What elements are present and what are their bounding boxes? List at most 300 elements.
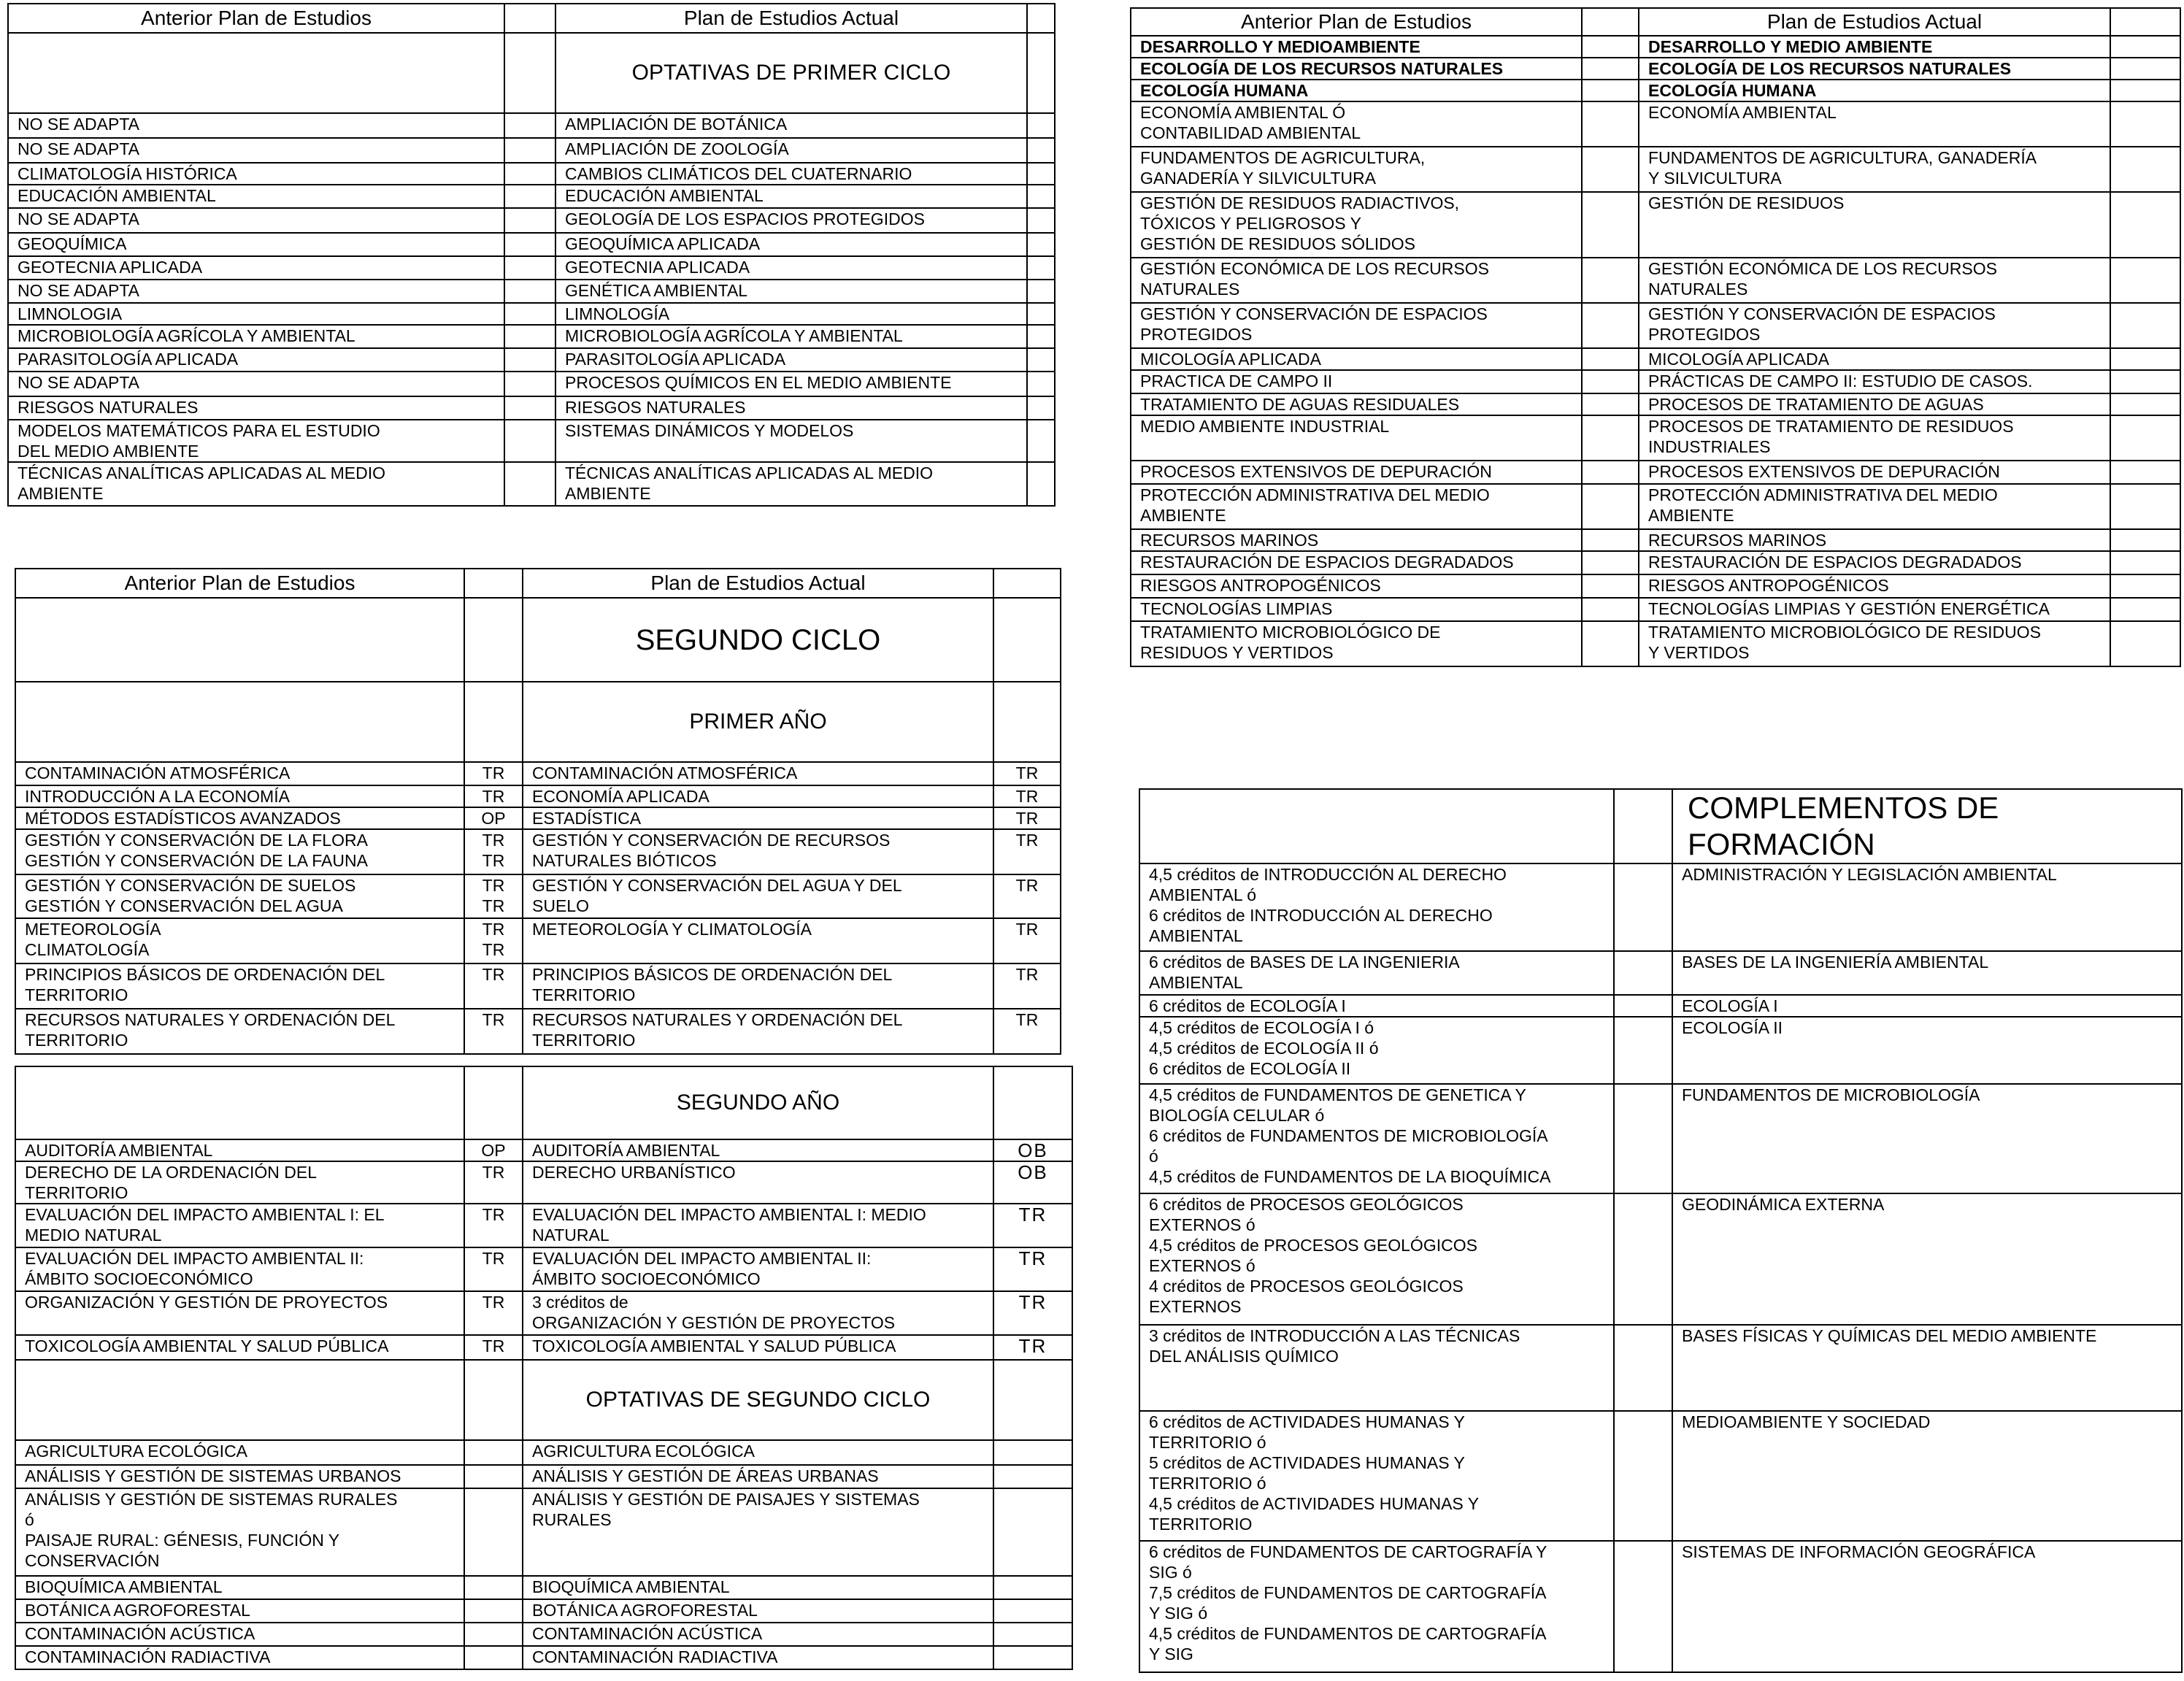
current-subject: GEOQUÍMICA APLICADA — [555, 233, 1027, 256]
empty-cell — [1614, 1541, 1672, 1672]
previous-subject: GESTIÓN Y CONSERVACIÓN DE SUELOS GESTIÓN Y CONSERVACIÓN DEL AGUA — [15, 874, 464, 918]
previous-type-code — [1582, 303, 1639, 348]
current-subject: CONTAMINACIÓN RADIACTIVA — [523, 1646, 993, 1669]
current-subject: BOTÁNICA AGROFORESTAL — [523, 1599, 993, 1623]
empty-cell — [464, 1360, 523, 1440]
current-type-code — [1027, 233, 1055, 256]
previous-subject: MICOLOGÍA APLICADA — [1131, 348, 1582, 370]
table-row — [8, 303, 1055, 325]
current-type-code — [993, 1599, 1072, 1623]
previous-subject: ORGANIZACIÓN Y GESTIÓN DE PROYECTOS — [15, 1291, 464, 1335]
table-row — [1139, 995, 2182, 1017]
current-type-code: TR — [993, 1247, 1072, 1291]
previous-type-code: TR — [464, 1161, 523, 1204]
previous-subject: PARASITOLOGÍA APLICADA — [8, 348, 504, 372]
current-subject: ECOLOGÍA II — [1672, 1017, 2182, 1084]
current-type-code — [1027, 138, 1055, 163]
previous-type-code — [504, 138, 555, 163]
current-type-code: TR — [993, 963, 1061, 1009]
current-type-code — [1027, 420, 1055, 462]
empty-cell — [1614, 1411, 1672, 1541]
previous-subject: ECOLOGÍA DE LOS RECURSOS NATURALES — [1131, 58, 1582, 80]
current-type-code — [1027, 163, 1055, 185]
current-type-code — [993, 1576, 1072, 1599]
table-row — [15, 1291, 1072, 1335]
table-row — [15, 1576, 1072, 1599]
current-subject: PROCESOS DE TRATAMIENTO DE AGUAS — [1639, 393, 2110, 415]
previous-subject: ECONOMÍA AMBIENTAL Ó CONTABILIDAD AMBIENTAL — [1131, 101, 1582, 147]
previous-type-code — [504, 208, 555, 233]
table-row — [1131, 484, 2180, 529]
table-row — [1131, 370, 2180, 393]
previous-subject: EVALUACIÓN DEL IMPACTO AMBIENTAL II: ÁMBITO SOCIOECONÓMICO — [15, 1247, 464, 1291]
empty-cell — [993, 1360, 1072, 1440]
current-subject: 3 créditos de ORGANIZACIÓN Y GESTIÓN DE PROYECTOS — [523, 1291, 993, 1335]
previous-type-code: TR — [464, 762, 523, 785]
header-actual: Plan de Estudios Actual — [523, 569, 993, 598]
previous-subject: AGRICULTURA ECOLÓGICA — [15, 1440, 464, 1465]
current-subject: ECONOMÍA AMBIENTAL — [1639, 101, 2110, 147]
current-subject: MICROBIOLOGÍA AGRÍCOLA Y AMBIENTAL — [555, 325, 1027, 348]
previous-type-code — [1582, 461, 1639, 484]
previous-subject: PRACTICA DE CAMPO II — [1131, 370, 1582, 393]
section-row — [8, 33, 1055, 113]
previous-type-code — [504, 280, 555, 303]
current-type-code: OB — [993, 1139, 1072, 1161]
previous-subject: ECOLOGÍA HUMANA — [1131, 80, 1582, 101]
previous-subject: 6 créditos de BASES DE LA INGENIERIA AMBIENTAL — [1139, 951, 1614, 995]
table-row — [1139, 1411, 2182, 1541]
previous-type-code: TR — [464, 1335, 523, 1360]
current-type-code — [993, 1440, 1072, 1465]
previous-type-code — [464, 1623, 523, 1646]
current-subject: BASES DE LA INGENIERÍA AMBIENTAL — [1672, 951, 2182, 995]
previous-type-code — [1582, 101, 1639, 147]
current-subject: MICOLOGÍA APLICADA — [1639, 348, 2110, 370]
table-row — [1131, 574, 2180, 598]
current-type-code — [1027, 256, 1055, 280]
empty-cell — [1614, 863, 1672, 951]
previous-subject: NO SE ADAPTA — [8, 280, 504, 303]
table-row — [1139, 1325, 2182, 1411]
current-subject: RIESGOS NATURALES — [555, 396, 1027, 420]
previous-subject: GEOTECNIA APLICADA — [8, 256, 504, 280]
current-type-code — [1027, 325, 1055, 348]
current-subject: TRATAMIENTO MICROBIOLÓGICO DE RESIDUOS Y VERTIDOS — [1639, 621, 2110, 666]
previous-type-code — [1582, 574, 1639, 598]
table-row — [15, 1204, 1072, 1247]
table-row — [1131, 101, 2180, 147]
current-type-code — [993, 1488, 1072, 1576]
previous-subject: METEOROLOGÍA CLIMATOLOGÍA — [15, 918, 464, 963]
previous-subject: 4,5 créditos de ECOLOGÍA I ó 4,5 créditos de ECOLOGÍA II ó 6 créditos de ECOLOGÍA II — [1139, 1017, 1614, 1084]
current-subject: ECOLOGÍA HUMANA — [1639, 80, 2110, 101]
previous-subject: MICROBIOLOGÍA AGRÍCOLA Y AMBIENTAL — [8, 325, 504, 348]
previous-subject: PROCESOS EXTENSIVOS DE DEPURACIÓN — [1131, 461, 1582, 484]
previous-subject: 6 créditos de ECOLOGÍA I — [1139, 995, 1614, 1017]
current-subject: PROCESOS QUÍMICOS EN EL MEDIO AMBIENTE — [555, 372, 1027, 396]
optativas-title: OPTATIVAS DE SEGUNDO CICLO — [523, 1360, 993, 1440]
table-row — [15, 1335, 1072, 1360]
current-type-code — [2110, 303, 2180, 348]
current-type-code — [1027, 372, 1055, 396]
current-subject: FUNDAMENTOS DE AGRICULTURA, GANADERÍA Y SILVICULTURA — [1639, 147, 2110, 192]
current-subject: GESTIÓN Y CONSERVACIÓN DE ESPACIOS PROTEGIDOS — [1639, 303, 2110, 348]
year-row — [15, 682, 1061, 762]
previous-type-code — [504, 185, 555, 208]
table-row — [1131, 147, 2180, 192]
previous-subject: RESTAURACIÓN DE ESPACIOS DEGRADADOS — [1131, 551, 1582, 574]
current-type-code — [2110, 58, 2180, 80]
previous-subject: AUDITORÍA AMBIENTAL — [15, 1139, 464, 1161]
current-subject: RESTAURACIÓN DE ESPACIOS DEGRADADOS — [1639, 551, 2110, 574]
current-type-code — [1027, 348, 1055, 372]
previous-type-code — [504, 233, 555, 256]
current-subject: SISTEMAS DINÁMICOS Y MODELOS — [555, 420, 1027, 462]
previous-type-code: OP — [464, 807, 523, 829]
current-subject: METEOROLOGÍA Y CLIMATOLOGÍA — [523, 918, 993, 963]
previous-type-code — [1582, 415, 1639, 461]
table-row — [8, 138, 1055, 163]
current-subject: ECONOMÍA APLICADA — [523, 785, 993, 807]
previous-subject: RIESGOS NATURALES — [8, 396, 504, 420]
table-row — [8, 185, 1055, 208]
previous-subject: CONTAMINACIÓN ACÚSTICA — [15, 1623, 464, 1646]
current-subject: PRÁCTICAS DE CAMPO II: ESTUDIO DE CASOS. — [1639, 370, 2110, 393]
current-subject: TÉCNICAS ANALÍTICAS APLICADAS AL MEDIO AMBIENTE — [555, 462, 1027, 506]
previous-subject: NO SE ADAPTA — [8, 372, 504, 396]
current-subject: ADMINISTRACIÓN Y LEGISLACIÓN AMBIENTAL — [1672, 863, 2182, 951]
header-actual: Plan de Estudios Actual — [1639, 8, 2110, 36]
previous-subject: DESARROLLO Y MEDIOAMBIENTE — [1131, 36, 1582, 58]
previous-type-code — [1582, 393, 1639, 415]
previous-subject: NO SE ADAPTA — [8, 138, 504, 163]
previous-subject: GESTIÓN Y CONSERVACIÓN DE ESPACIOS PROTEGIDOS — [1131, 303, 1582, 348]
previous-type-code — [1582, 258, 1639, 303]
current-type-code: TR — [993, 1335, 1072, 1360]
previous-type-code — [504, 462, 555, 506]
empty-cell — [1614, 1193, 1672, 1325]
current-subject: GESTIÓN Y CONSERVACIÓN DE RECURSOS NATURALES BIÓTICOS — [523, 829, 993, 874]
current-type-code — [2110, 393, 2180, 415]
table-row — [8, 208, 1055, 233]
previous-subject: RECURSOS MARINOS — [1131, 529, 1582, 551]
table-row — [15, 1646, 1072, 1669]
table-row — [15, 1247, 1072, 1291]
table-row — [15, 1599, 1072, 1623]
table-row — [8, 462, 1055, 506]
current-type-code — [1027, 208, 1055, 233]
previous-subject: GESTIÓN DE RESIDUOS RADIACTIVOS, TÓXICOS Y PELIGROSOS Y GESTIÓN DE RESIDUOS SÓLIDOS — [1131, 192, 1582, 258]
previous-subject: 6 créditos de ACTIVIDADES HUMANAS Y TERRITORIO ó 5 créditos de ACTIVIDADES HUMANAS Y TERRITORIO ó 4,5 créditos de ACTIVIDADES HUMANAS Y TERRITORIO — [1139, 1411, 1614, 1541]
previous-subject: DERECHO DE LA ORDENACIÓN DEL TERRITORIO — [15, 1161, 464, 1204]
table-row — [1131, 598, 2180, 621]
previous-subject: 4,5 créditos de FUNDAMENTOS DE GENETICA Y BIOLOGÍA CELULAR ó 6 créditos de FUNDAMENTOS DE MICROBIOLOGÍA ó 4,5 créditos de FUNDAMENTOS DE LA BIOQUÍMICA — [1139, 1084, 1614, 1193]
previous-type-code — [504, 113, 555, 138]
current-subject: MEDIOAMBIENTE Y SOCIEDAD — [1672, 1411, 2182, 1541]
table-row — [1131, 529, 2180, 551]
current-subject: TECNOLOGÍAS LIMPIAS Y GESTIÓN ENERGÉTICA — [1639, 598, 2110, 621]
table-header-row — [8, 4, 1055, 33]
empty-cell — [1614, 1084, 1672, 1193]
previous-subject: NO SE ADAPTA — [8, 208, 504, 233]
previous-type-code — [464, 1646, 523, 1669]
previous-subject: RIESGOS ANTROPOGÉNICOS — [1131, 574, 1582, 598]
current-subject: RIESGOS ANTROPOGÉNICOS — [1639, 574, 2110, 598]
previous-subject: EVALUACIÓN DEL IMPACTO AMBIENTAL I: EL MEDIO NATURAL — [15, 1204, 464, 1247]
empty-cell — [1614, 995, 1672, 1017]
previous-type-code — [1582, 370, 1639, 393]
table-row — [8, 372, 1055, 396]
table-row — [1139, 1541, 2182, 1672]
previous-type-code: TR TR — [464, 874, 523, 918]
current-subject: EVALUACIÓN DEL IMPACTO AMBIENTAL II: ÁMBITO SOCIOECONÓMICO — [523, 1247, 993, 1291]
previous-type-code — [504, 372, 555, 396]
table-row — [1131, 461, 2180, 484]
previous-subject: 6 créditos de PROCESOS GEOLÓGICOS EXTERNOS ó 4,5 créditos de PROCESOS GEOLÓGICOS EXTERNOS ó 4 créditos de PROCESOS GEOLÓGICOS EXTERNOS — [1139, 1193, 1614, 1325]
previous-subject: GEOQUÍMICA — [8, 233, 504, 256]
current-subject: BASES FÍSICAS Y QUÍMICAS DEL MEDIO AMBIENTE — [1672, 1325, 2182, 1411]
current-type-code — [2110, 258, 2180, 303]
current-subject: SISTEMAS DE INFORMACIÓN GEOGRÁFICA — [1672, 1541, 2182, 1672]
current-type-code — [2110, 551, 2180, 574]
previous-type-code — [504, 420, 555, 462]
previous-type-code: TR — [464, 1009, 523, 1054]
table3-body — [15, 1066, 1072, 1669]
table-row — [8, 396, 1055, 420]
table-row — [8, 233, 1055, 256]
current-subject: FUNDAMENTOS DE MICROBIOLOGÍA — [1672, 1084, 2182, 1193]
current-type-code: TR — [993, 1204, 1072, 1247]
current-subject: AMPLIACIÓN DE ZOOLOGÍA — [555, 138, 1027, 163]
table-row — [8, 420, 1055, 462]
previous-subject: MEDIO AMBIENTE INDUSTRIAL — [1131, 415, 1582, 461]
table-row — [1139, 1084, 2182, 1193]
current-type-code — [1027, 113, 1055, 138]
current-subject: PARASITOLOGÍA APLICADA — [555, 348, 1027, 372]
cycle-row — [15, 598, 1061, 682]
current-type-code: TR — [993, 1009, 1061, 1054]
table-optativas-continuacion — [1130, 7, 2181, 667]
table-segundo-ano — [15, 1066, 1073, 1670]
current-subject: PROCESOS EXTENSIVOS DE DEPURACIÓN — [1639, 461, 2110, 484]
previous-type-code — [1582, 147, 1639, 192]
current-subject: CONTAMINACIÓN ACÚSTICA — [523, 1623, 993, 1646]
table-row — [15, 1623, 1072, 1646]
year-title: SEGUNDO AÑO — [523, 1066, 993, 1139]
table-row — [15, 1139, 1072, 1161]
current-subject: GESTIÓN ECONÓMICA DE LOS RECURSOS NATURALES — [1639, 258, 2110, 303]
previous-subject: PRINCIPIOS BÁSICOS DE ORDENACIÓN DEL TERRITORIO — [15, 963, 464, 1009]
previous-subject: TOXICOLOGÍA AMBIENTAL Y SALUD PÚBLICA — [15, 1335, 464, 1360]
previous-type-code — [464, 1576, 523, 1599]
previous-type-code — [504, 348, 555, 372]
current-subject: ESTADÍSTICA — [523, 807, 993, 829]
previous-type-code: TR — [464, 1291, 523, 1335]
current-type-code — [993, 1465, 1072, 1488]
current-subject: EVALUACIÓN DEL IMPACTO AMBIENTAL I: MEDIO NATURAL — [523, 1204, 993, 1247]
previous-subject: CLIMATOLOGÍA HISTÓRICA — [8, 163, 504, 185]
previous-subject: CONTAMINACIÓN ATMOSFÉRICA — [15, 762, 464, 785]
previous-subject: 4,5 créditos de INTRODUCCIÓN AL DERECHO AMBIENTAL ó 6 créditos de INTRODUCCIÓN AL DERECHO AMBIENTAL — [1139, 863, 1614, 951]
current-type-code — [993, 1646, 1072, 1669]
year-title: PRIMER AÑO — [523, 682, 993, 762]
current-subject: CONTAMINACIÓN ATMOSFÉRICA — [523, 762, 993, 785]
empty-cell — [1614, 951, 1672, 995]
current-type-code — [1027, 185, 1055, 208]
current-type-code — [2110, 461, 2180, 484]
previous-subject: FUNDAMENTOS DE AGRICULTURA, GANADERÍA Y SILVICULTURA — [1131, 147, 1582, 192]
previous-subject: PROTECCIÓN ADMINISTRATIVA DEL MEDIO AMBIENTE — [1131, 484, 1582, 529]
previous-subject: ANÁLISIS Y GESTIÓN DE SISTEMAS RURALES ó PAISAJE RURAL: GÉNESIS, FUNCIÓN Y CONSERVACIÓN — [15, 1488, 464, 1576]
table-row — [15, 918, 1061, 963]
previous-subject: ANÁLISIS Y GESTIÓN DE SISTEMAS URBANOS — [15, 1465, 464, 1488]
empty-cell — [15, 1360, 464, 1440]
previous-type-code — [504, 303, 555, 325]
previous-type-code — [1582, 36, 1639, 58]
current-type-code: TR — [993, 1291, 1072, 1335]
year-row — [15, 1066, 1072, 1139]
current-type-code — [1027, 396, 1055, 420]
current-subject: LIMNOLOGÍA — [555, 303, 1027, 325]
current-type-code — [1027, 462, 1055, 506]
previous-subject: MODELOS MATEMÁTICOS PARA EL ESTUDIO DEL MEDIO AMBIENTE — [8, 420, 504, 462]
previous-subject: INTRODUCCIÓN A LA ECONOMÍA — [15, 785, 464, 807]
current-subject: RECURSOS NATURALES Y ORDENACIÓN DEL TERRITORIO — [523, 1009, 993, 1054]
previous-subject: RECURSOS NATURALES Y ORDENACIÓN DEL TERRITORIO — [15, 1009, 464, 1054]
current-type-code — [2110, 574, 2180, 598]
previous-subject: GESTIÓN Y CONSERVACIÓN DE LA FLORA GESTIÓN Y CONSERVACIÓN DE LA FAUNA — [15, 829, 464, 874]
empty-cell — [1614, 1325, 1672, 1411]
previous-subject: 6 créditos de FUNDAMENTOS DE CARTOGRAFÍA Y SIG ó 7,5 créditos de FUNDAMENTOS DE CARTOGRAFÍA Y SIG ó 4,5 créditos de FUNDAMENTOS DE CARTOGRAFÍA Y SIG — [1139, 1541, 1614, 1672]
table-row — [1131, 192, 2180, 258]
table-row — [1131, 348, 2180, 370]
table-row — [8, 256, 1055, 280]
table-row — [1131, 80, 2180, 101]
optativas-row — [15, 1360, 1072, 1440]
previous-type-code: TR TR — [464, 918, 523, 963]
previous-type-code — [1582, 80, 1639, 101]
complementos-title: COMPLEMENTOS DE FORMACIÓN — [1672, 789, 2182, 863]
previous-subject: NO SE ADAPTA — [8, 113, 504, 138]
table-row — [15, 874, 1061, 918]
previous-type-code: TR — [464, 963, 523, 1009]
table-row — [15, 1161, 1072, 1204]
table-row — [8, 280, 1055, 303]
table-row — [8, 325, 1055, 348]
previous-type-code — [504, 163, 555, 185]
previous-subject: BOTÁNICA AGROFORESTAL — [15, 1599, 464, 1623]
table-row — [15, 762, 1061, 785]
current-type-code — [2110, 621, 2180, 666]
table-header-row — [15, 569, 1061, 598]
table-row — [1131, 36, 2180, 58]
table-optativas-primer-ciclo — [7, 3, 1056, 507]
current-type-code — [2110, 80, 2180, 101]
current-subject: GESTIÓN Y CONSERVACIÓN DEL AGUA Y DEL SUELO — [523, 874, 993, 918]
previous-subject: EDUCACIÓN AMBIENTAL — [8, 185, 504, 208]
table-row — [1139, 1193, 2182, 1325]
previous-type-code — [464, 1599, 523, 1623]
current-subject: GEOLOGÍA DE LOS ESPACIOS PROTEGIDOS — [555, 208, 1027, 233]
table-row — [15, 963, 1061, 1009]
current-subject: BIOQUÍMICA AMBIENTAL — [523, 1576, 993, 1599]
current-subject: PROCESOS DE TRATAMIENTO DE RESIDUOS INDUSTRIALES — [1639, 415, 2110, 461]
previous-subject: TRATAMIENTO MICROBIOLÓGICO DE RESIDUOS Y VERTIDOS — [1131, 621, 1582, 666]
current-type-code — [2110, 36, 2180, 58]
table-row — [1131, 58, 2180, 80]
table-segundo-ciclo-primer-ano — [15, 568, 1061, 1055]
current-subject: GENÉTICA AMBIENTAL — [555, 280, 1027, 303]
current-subject: AMPLIACIÓN DE BOTÁNICA — [555, 113, 1027, 138]
current-type-code — [2110, 192, 2180, 258]
current-type-code — [993, 1623, 1072, 1646]
table4-body — [1131, 8, 2180, 666]
table-row — [1131, 258, 2180, 303]
table5-body — [1139, 789, 2182, 1672]
previous-type-code: TR — [464, 785, 523, 807]
table-row — [1131, 551, 2180, 574]
section-title: OPTATIVAS DE PRIMER CICLO — [555, 33, 1027, 113]
table-complementos-formacion — [1139, 788, 2183, 1673]
current-type-code — [2110, 598, 2180, 621]
previous-type-code: TR TR — [464, 829, 523, 874]
current-type-code: OB — [993, 1161, 1072, 1204]
table1-body — [8, 4, 1055, 506]
table-row — [15, 829, 1061, 874]
previous-type-code — [1582, 598, 1639, 621]
table-row — [1139, 1017, 2182, 1084]
table-row — [1131, 415, 2180, 461]
current-subject: AGRICULTURA ECOLÓGICA — [523, 1440, 993, 1465]
previous-subject: TRATAMIENTO DE AGUAS RESIDUALES — [1131, 393, 1582, 415]
previous-type-code — [1582, 192, 1639, 258]
previous-subject: 3 créditos de INTRODUCCIÓN A LAS TÉCNICAS DEL ANÁLISIS QUÍMICO — [1139, 1325, 1614, 1411]
table-header-row — [1131, 8, 2180, 36]
current-subject: DERECHO URBANÍSTICO — [523, 1161, 993, 1204]
header-anterior: Anterior Plan de Estudios — [8, 4, 504, 33]
previous-subject: LIMNOLOGIA — [8, 303, 504, 325]
previous-subject: BIOQUÍMICA AMBIENTAL — [15, 1576, 464, 1599]
previous-type-code: TR — [464, 1204, 523, 1247]
current-type-code — [2110, 348, 2180, 370]
current-type-code — [2110, 529, 2180, 551]
current-type-code: TR — [993, 918, 1061, 963]
previous-type-code — [464, 1465, 523, 1488]
previous-type-code — [1582, 529, 1639, 551]
header-anterior: Anterior Plan de Estudios — [1131, 8, 1582, 36]
current-type-code: TR — [993, 807, 1061, 829]
header-actual: Plan de Estudios Actual — [555, 4, 1027, 33]
previous-type-code: OP — [464, 1139, 523, 1161]
table2-body — [15, 569, 1061, 1054]
previous-type-code — [504, 256, 555, 280]
current-subject: GEOTECNIA APLICADA — [555, 256, 1027, 280]
previous-subject: CONTAMINACIÓN RADIACTIVA — [15, 1646, 464, 1669]
current-type-code: TR — [993, 874, 1061, 918]
previous-type-code — [504, 325, 555, 348]
current-subject: ANÁLISIS Y GESTIÓN DE ÁREAS URBANAS — [523, 1465, 993, 1488]
previous-type-code — [464, 1488, 523, 1576]
table-row — [1139, 863, 2182, 951]
table-row — [8, 163, 1055, 185]
current-type-code: TR — [993, 785, 1061, 807]
current-subject: RECURSOS MARINOS — [1639, 529, 2110, 551]
current-type-code — [2110, 415, 2180, 461]
table-row — [1131, 393, 2180, 415]
current-type-code — [2110, 147, 2180, 192]
previous-type-code: TR — [464, 1247, 523, 1291]
